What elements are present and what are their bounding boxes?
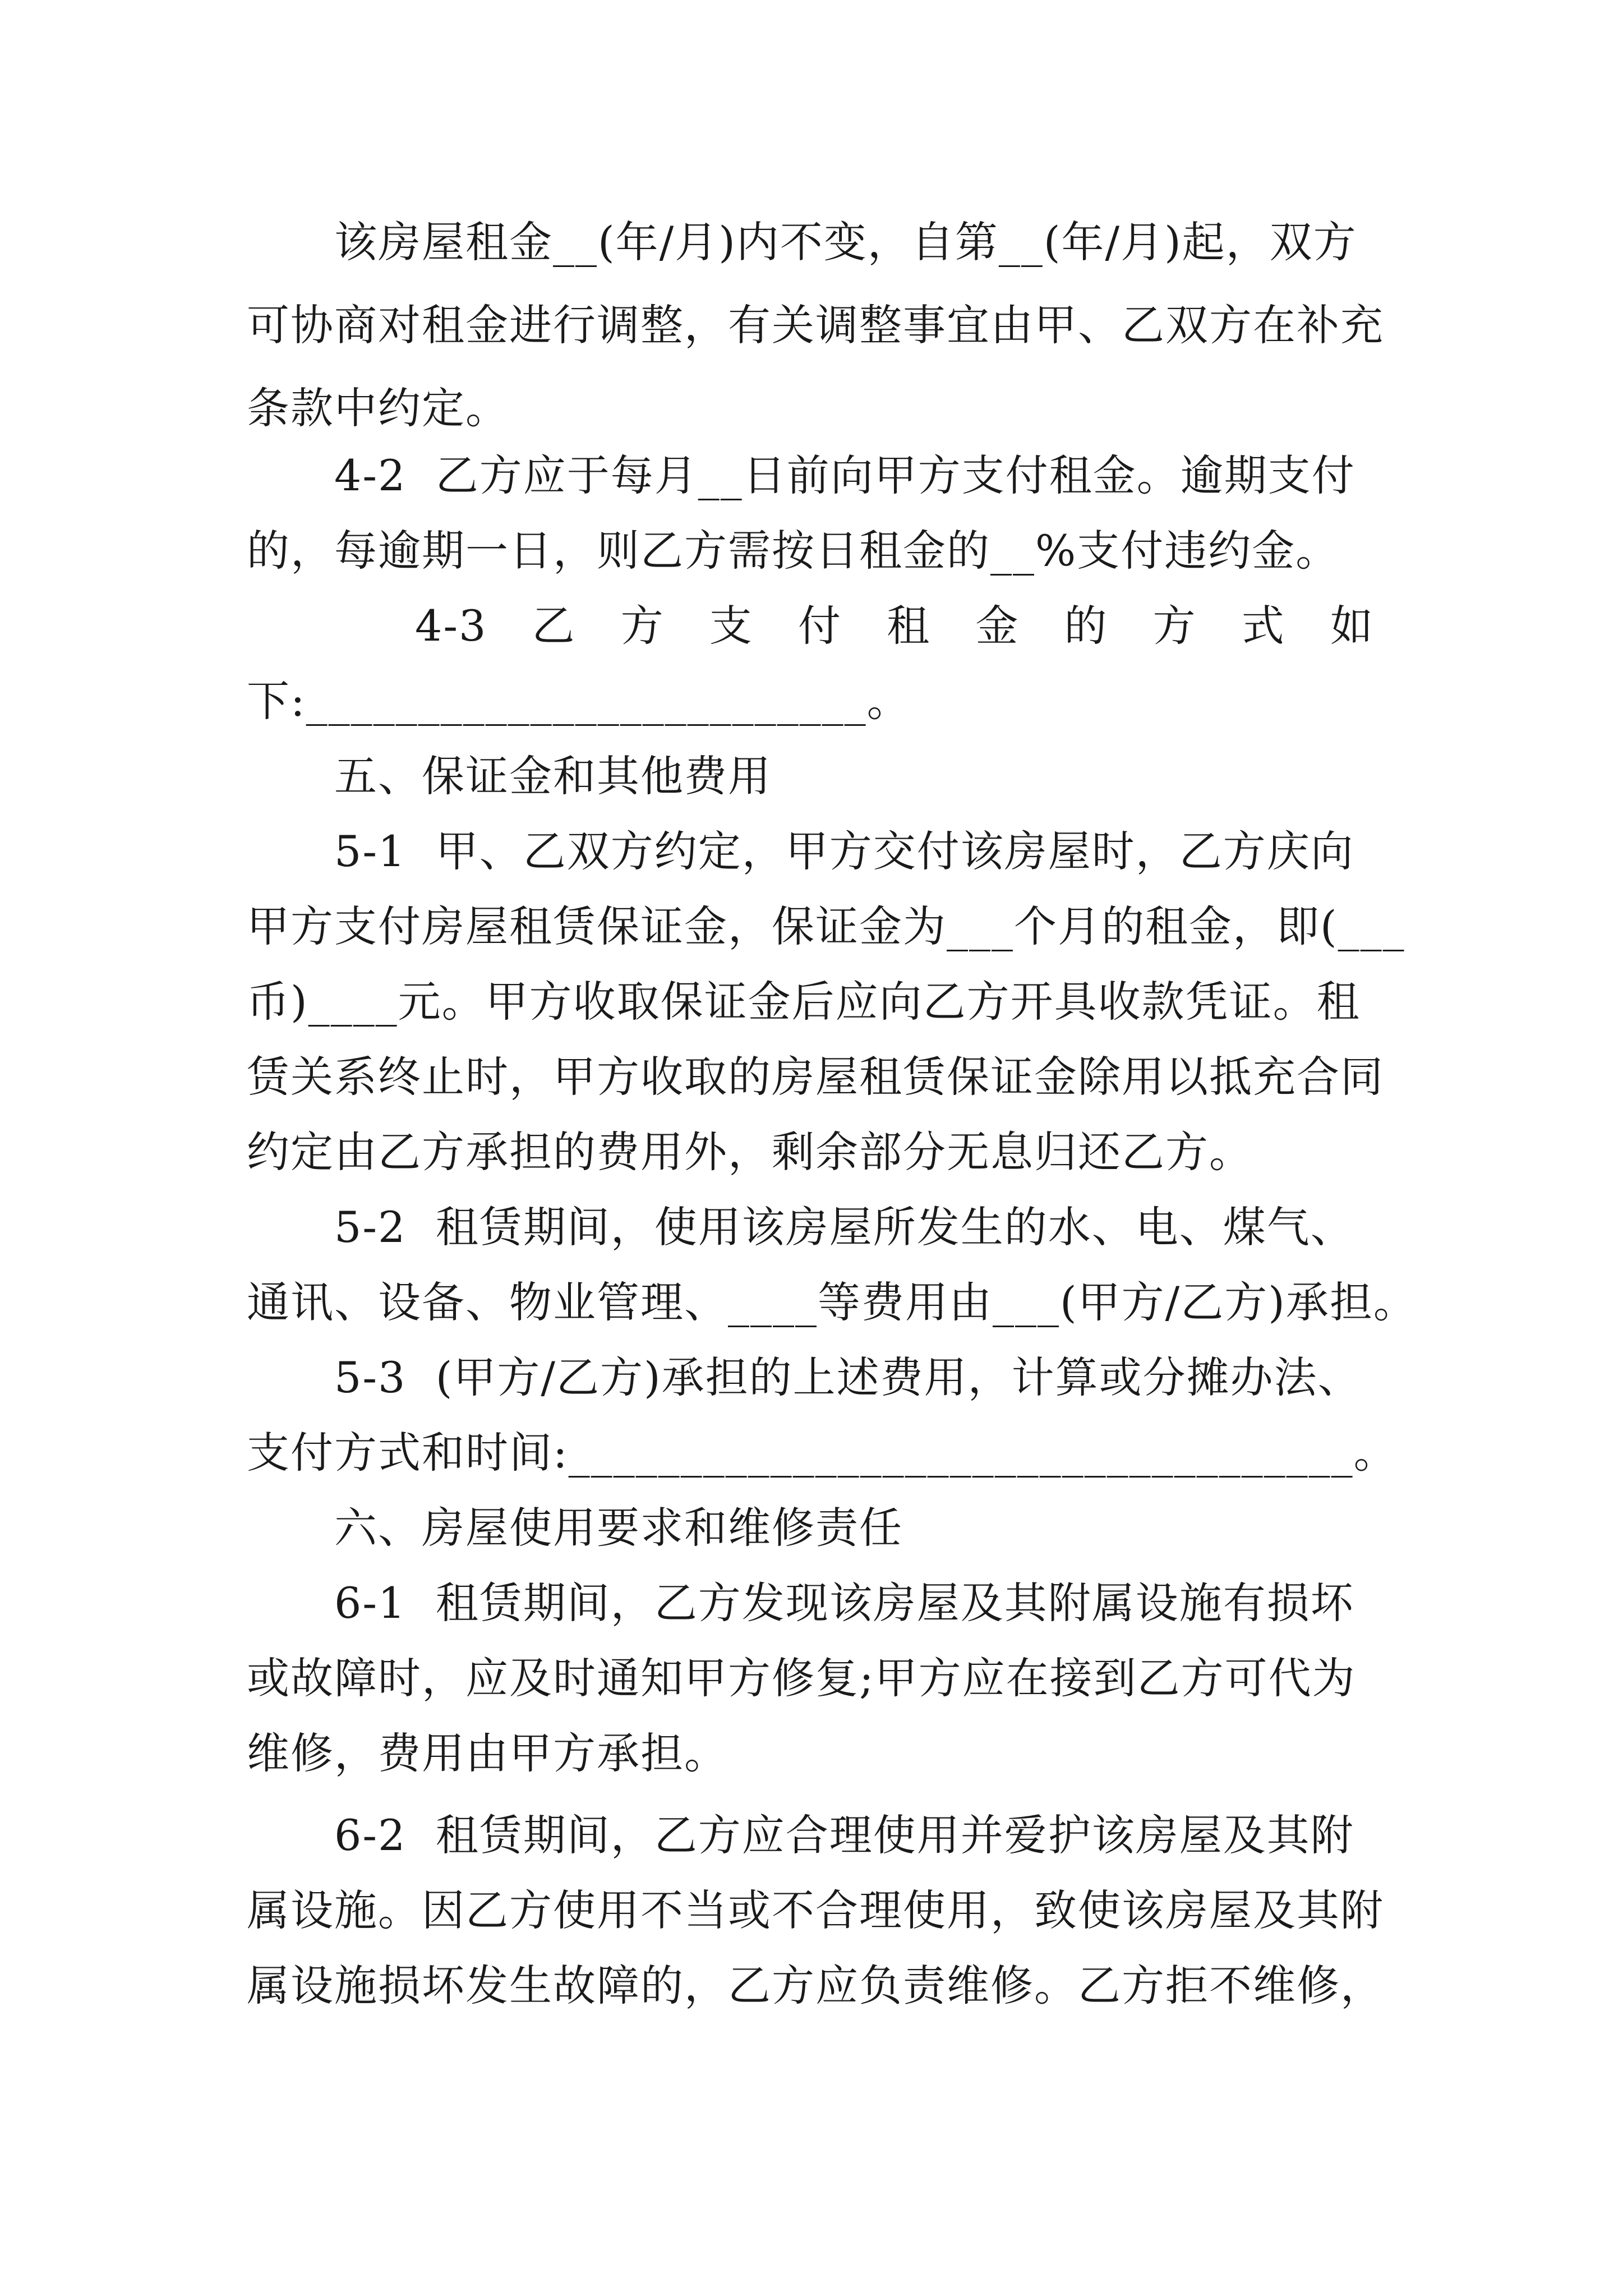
spread-word: 乙 [532,601,576,651]
spread-word: 式 [1241,601,1285,651]
paragraph-line: 币)____元。甲方收取保证金后应向乙方开具收款凭证。租 [247,977,1361,1027]
paragraph-line: 支付方式和时间:___________________________________。 [247,1428,1398,1478]
paragraph-line: 甲方支付房屋租赁保证金，保证金为___个月的租金，即(___ [247,901,1405,951]
paragraph-line: 赁关系终止时，甲方收取的房屋租赁保证金除用以抵充合同 [247,1052,1384,1102]
clause-4-3-line [415,598,1374,654]
paragraph-line: 属设施损坏发生故障的，乙方应负责维修。乙方拒不维修， [247,1961,1384,2010]
paragraph-line: 条款中约定。 [247,383,509,433]
spread-word: 金 [975,601,1020,651]
paragraph-line: 该房屋租金__(年/月)内不变，自第__(年/月)起，双方 [334,217,1357,267]
paragraph-line: 通讯、设备、物业管理、____等费用由___(甲方/乙方)承担。 [247,1277,1417,1327]
spread-word: 租 [887,601,931,651]
spread-word: 如 [1330,601,1374,651]
paragraph-line: 的，每逾期一日，则乙方需按日租金的__%支付违约金。 [247,526,1340,576]
spread-word: 4-3 [415,601,487,651]
clause-4-2-line: 4-2 乙方应于每月__日前向甲方支付租金。逾期支付 [334,450,1355,500]
paragraph-line: 或故障时，应及时通知甲方修复;甲方应在接到乙方可代为 [247,1653,1356,1703]
paragraph-line: 下:_________________________。 [247,676,911,726]
clause-6-1-line: 6-1 租赁期间，乙方发现该房屋及其附属设施有损坏 [334,1578,1354,1628]
spread-word: 支 [709,601,753,651]
paragraph-line: 属设施。因乙方使用不当或不合理使用，致使该房屋及其附 [247,1885,1384,1935]
spread-word: 方 [1152,601,1197,651]
spread-word: 方 [620,601,665,651]
spread-word: 的 [1064,601,1108,651]
clause-5-3-line: 5-3 (甲方/乙方)承担的上述费用，计算或分摊办法、 [334,1352,1362,1402]
paragraph-line: 可协商对租金进行调整，有关调整事宜由甲、乙双方在补充 [247,300,1384,350]
clause-6-2-line: 6-2 租赁期间，乙方应合理使用并爱护该房屋及其附 [334,1810,1354,1860]
section-heading: 五、保证金和其他费用 [334,751,772,801]
paragraph-line: 约定由乙方承担的费用外，剩余部分无息归还乙方。 [247,1127,1253,1177]
spread-word: 付 [798,601,842,651]
paragraph-line: 维修，费用由甲方承担。 [247,1728,728,1778]
clause-5-1-line: 5-1 甲、乙双方约定，甲方交付该房屋时，乙方庆向 [334,826,1354,876]
section-heading: 六、房屋使用要求和维修责任 [334,1503,903,1553]
clause-5-2-line: 5-2 租赁期间，使用该房屋所发生的水、电、煤气、 [334,1202,1354,1252]
